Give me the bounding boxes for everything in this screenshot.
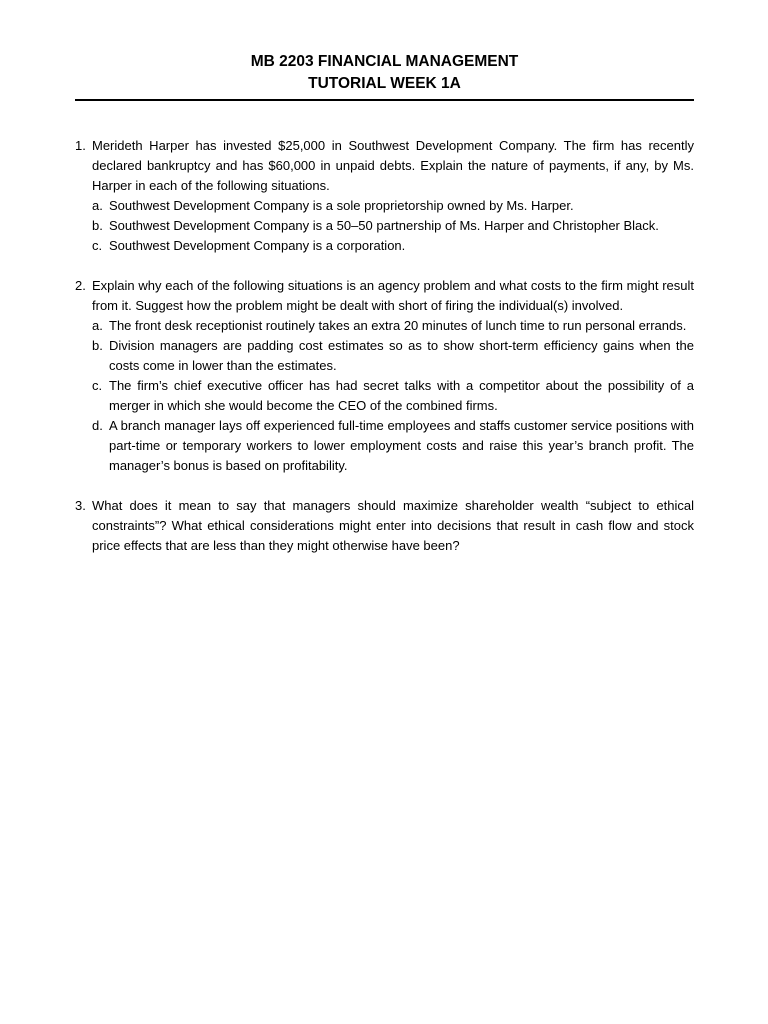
part-letter: c. (92, 378, 103, 393)
document-header (75, 51, 694, 95)
question-text: Explain why each of the following situations is an agency problem and what costs to the firm might result from it. Suggest how the problem might be dealt with short of firing the individual(s) involved. (92, 278, 694, 313)
question-text: Merideth Harper has invested $25,000 in Southwest Development Company. The firm has recently declared bankruptcy and has $60,000 in unpaid debts. Explain the nature of payments, if any, by Ms. Harper in each of the following situations. (92, 138, 694, 193)
question-1-part-b (92, 216, 694, 236)
question-number: 2. (75, 278, 86, 293)
question-1-part-a (92, 196, 694, 216)
question-text: What does it mean to say that managers should maximize shareholder wealth “subject to ethical constraints”? What ethical considerations might enter into decisions that result in cash flow and stock price effects that are less than they might otherwise have been? (92, 498, 694, 553)
part-text: The front desk receptionist routinely takes an extra 20 minutes of lunch time to run personal errands. (109, 318, 687, 333)
question-2 (75, 276, 694, 476)
header-divider (75, 99, 694, 101)
part-letter: a. (92, 198, 103, 213)
part-text: A branch manager lays off experienced full-time employees and staffs customer service positions with part-time or temporary workers to lower employment costs and raise this year’s branch profit. The manager’s bonus is based on profitability. (109, 418, 694, 473)
part-letter: a. (92, 318, 103, 333)
question-2-part-c (92, 376, 694, 416)
course-title: MB 2203 FINANCIAL MANAGEMENT (250, 53, 519, 70)
question-number: 3. (75, 498, 86, 513)
question-2-part-a (92, 316, 694, 336)
question-2-part-b (92, 336, 694, 376)
part-letter: d. (92, 418, 103, 433)
question-1 (75, 136, 694, 256)
question-2-part-d (92, 416, 694, 476)
tutorial-title: TUTORIAL WEEK 1A (308, 75, 461, 92)
part-text: The firm’s chief executive officer has had secret talks with a competitor about the possibility of a merger in which she would become the CEO of the combined firms. (109, 378, 694, 413)
question-1-part-c (92, 236, 694, 256)
part-letter: b. (92, 218, 103, 233)
part-letter: b. (92, 338, 103, 353)
question-number: 1. (75, 138, 86, 153)
part-text: Division managers are padding cost estimates so as to show short-term efficiency gains when the costs come in lower than the estimates. (109, 338, 694, 373)
part-text: Southwest Development Company is a 50–50 partnership of Ms. Harper and Christopher Black. (109, 218, 659, 233)
part-letter: c. (92, 238, 103, 253)
part-text: Southwest Development Company is a sole proprietorship owned by Ms. Harper. (109, 198, 574, 213)
part-text: Southwest Development Company is a corporation. (109, 238, 406, 253)
question-list (75, 136, 694, 576)
question-3 (75, 496, 694, 556)
